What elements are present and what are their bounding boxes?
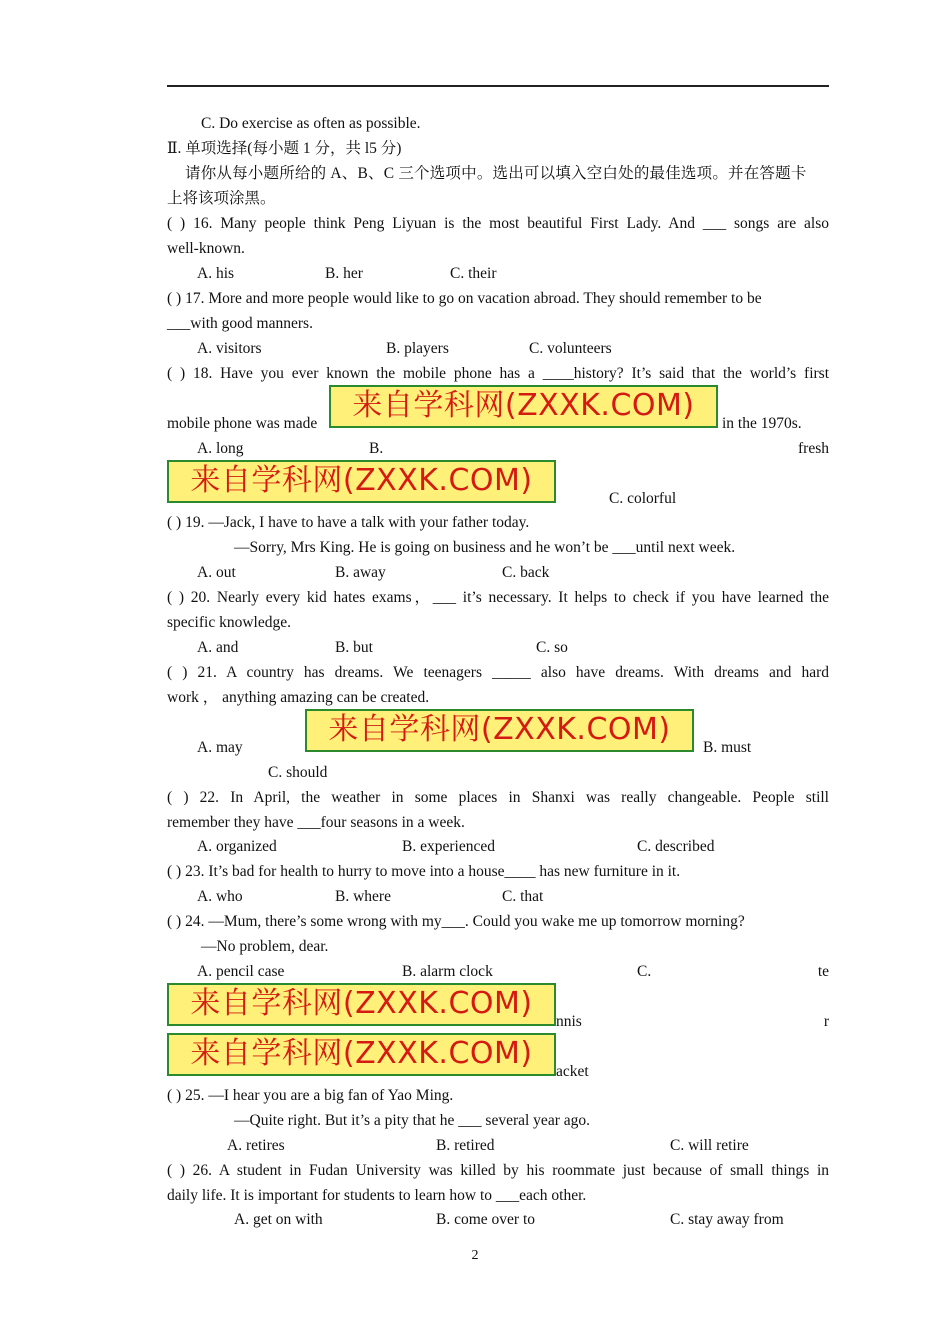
option-b: B. players — [386, 340, 449, 357]
question-25-cont: —Quite right. But it’s a pity that he ___ several year ago. — [234, 1112, 590, 1129]
option-c: C. colorful — [609, 490, 677, 507]
option-c-text: r — [823, 1013, 829, 1030]
question-26: ( ) 26. A student in Fudan University was killed by his roommate just because of small things in — [167, 1162, 829, 1179]
option-c: C. described — [637, 838, 715, 855]
option-a: A. may — [197, 739, 243, 756]
option-c: C. stay away from — [670, 1211, 784, 1228]
question-19-cont: —Sorry, Mrs King. He is going on business and he won’t be ___until next week. — [234, 539, 736, 556]
question-23: ( ) 23. It’s bad for health to hurry to move into a house____ has new furniture in it. — [167, 863, 681, 880]
option-a: A. his — [197, 265, 235, 282]
option-c: C. their — [450, 265, 497, 282]
option-b: B. away — [335, 564, 386, 581]
option-a: A. long — [197, 440, 244, 457]
option-b: B. must — [703, 739, 752, 756]
question-20-cont: specific knowledge. — [167, 614, 291, 631]
option-c: C. — [637, 963, 652, 980]
option-a: A. organized — [197, 838, 277, 855]
option-b: B. alarm clock — [402, 963, 493, 980]
option-b-text: fresh — [798, 440, 829, 457]
option-a: A. out — [197, 564, 236, 581]
question-16: ( ) 16. Many people think Peng Liyuan is the most beautiful First Lady. And ___ songs are also — [167, 215, 829, 232]
option-b: B. retired — [436, 1137, 495, 1154]
question-24: ( ) 24. —Mum, there’s some wrong with my___. Could you wake me up tomorrow morning? — [167, 913, 745, 930]
option-c-text: acket — [556, 1063, 589, 1080]
question-25: ( ) 25. —I hear you are a big fan of Yao Ming. — [167, 1087, 454, 1104]
option-a: A. who — [197, 888, 243, 905]
watermark-stamp: 来自学科网(ZXXK.COM) — [167, 1033, 556, 1076]
option-c: C. will retire — [670, 1137, 749, 1154]
watermark-stamp: 来自学科网(ZXXK.COM) — [167, 460, 556, 503]
watermark-stamp: 来自学科网(ZXXK.COM) — [167, 983, 556, 1026]
question-16-cont: well-known. — [167, 240, 245, 257]
option-c: C. back — [502, 564, 550, 581]
option-c: C. should — [268, 764, 328, 781]
option-a: A. pencil case — [197, 963, 285, 980]
question-18-cont: mobile phone was made — [167, 415, 318, 432]
option-c-text: te — [817, 963, 829, 980]
question-18: ( ) 18. Have you ever known the mobile phone has a ____history? It’s said that the world’s first — [167, 365, 829, 382]
section-heading: Ⅱ. 单项选择(每小题 1 分，共 l5 分) — [167, 140, 402, 157]
option-b: B. where — [335, 888, 391, 905]
page-number: 2 — [471, 1248, 479, 1263]
question-20: ( ) 20. Nearly every kid hates exams，___ it’s necessary. It helps to check if you have learned the — [167, 589, 829, 606]
header-rule — [167, 85, 829, 87]
option-c: C. volunteers — [529, 340, 612, 357]
question-26-cont: daily life. It is important for students to learn how to ___each other. — [167, 1187, 587, 1204]
option-a: A. visitors — [197, 340, 262, 357]
question-21-cont: work ， anything amazing can be created. — [167, 689, 430, 706]
option-c: C. so — [536, 639, 568, 656]
option-a: A. and — [197, 639, 239, 656]
option-a: A. get on with — [234, 1211, 323, 1228]
option-a: A. retires — [227, 1137, 285, 1154]
question-19: ( ) 19. —Jack, I have to have a talk with your father today. — [167, 514, 530, 531]
instruction-text: 请你从每小题所给的 A、B、C 三个选项中。选出可以填入空白处的最佳选项。并在答题卡 — [185, 165, 807, 182]
question-17: ( ) 17. More and more people would like to go on vacation abroad. They should remember to be — [167, 290, 762, 307]
watermark-stamp: 来自学科网(ZXXK.COM) — [305, 709, 694, 752]
question-24-cont: —No problem, dear. — [201, 938, 329, 955]
watermark-stamp: 来自学科网(ZXXK.COM) — [329, 385, 718, 428]
question-17-cont: ___with good manners. — [167, 315, 313, 332]
option-line: C. Do exercise as often as possible. — [201, 115, 421, 132]
question-22-cont: remember they have ___four seasons in a week. — [167, 814, 465, 831]
question-21: ( ) 21. A country has dreams. We teenagers _____ also have dreams. With dreams and hard — [167, 664, 829, 681]
option-b: B. experienced — [402, 838, 495, 855]
option-b: B. come over to — [436, 1211, 536, 1228]
option-c: C. that — [502, 888, 544, 905]
question-22: ( ) 22. In April, the weather in some places in Shanxi was really changeable. People still — [167, 789, 829, 806]
option-b: B. — [369, 440, 384, 457]
option-b: B. but — [335, 639, 373, 656]
option-c-text: nnis — [556, 1013, 582, 1030]
option-b: B. her — [325, 265, 363, 282]
instruction-text-cont: 上将该项涂黑。 — [167, 190, 276, 207]
question-18-cont-end: in the 1970s. — [722, 415, 802, 432]
